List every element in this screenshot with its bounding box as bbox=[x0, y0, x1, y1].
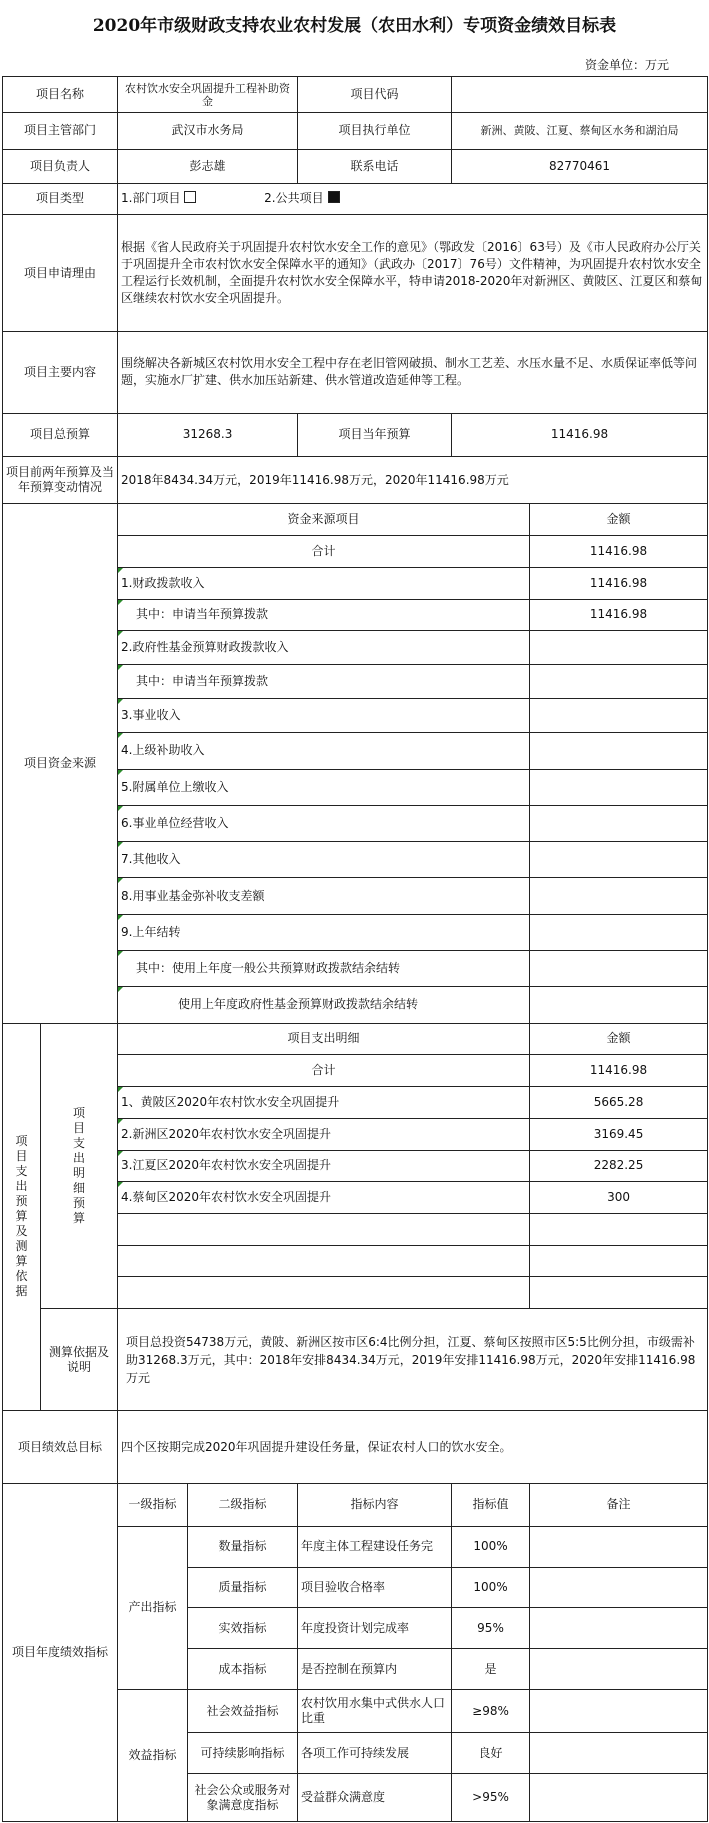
project-code-value bbox=[452, 77, 708, 113]
indicator-note bbox=[530, 1690, 708, 1733]
expense-amount: 3169.45 bbox=[530, 1118, 708, 1150]
page-title: 2020年市级财政支持农业农村发展（农田水利）专项资金绩效目标表 bbox=[92, 15, 617, 36]
expense-empty-cell bbox=[118, 1245, 530, 1277]
budget-change-text: 2018年8434.34万元，2019年11416.98万元，2020年11416.98万元 bbox=[118, 456, 708, 504]
indicator-value: >95% bbox=[452, 1774, 530, 1822]
indicators-header-value: 指标值 bbox=[452, 1483, 530, 1526]
exec-unit-value: 新洲、黄陂、江夏、蔡甸区水务和湖泊局 bbox=[452, 113, 708, 149]
indicator-l2: 可持续影响指标 bbox=[188, 1733, 298, 1774]
expense-empty-cell bbox=[530, 1277, 708, 1309]
unit-note: 资金单位：万元 bbox=[584, 58, 669, 72]
indicator-content: 各项工作可持续发展 bbox=[298, 1733, 452, 1774]
expense-inner-label bbox=[41, 1023, 118, 1309]
expense-name: 2.新洲区2020年农村饮水安全巩固提升 bbox=[118, 1118, 530, 1150]
indicators-header-l1: 一级指标 bbox=[118, 1483, 188, 1526]
expense-amount: 5665.28 bbox=[530, 1087, 708, 1119]
type-option-public: 2.公共项目 bbox=[264, 191, 324, 206]
project-name-label: 项目名称 bbox=[3, 77, 118, 113]
indicator-l2: 社会公众或服务对象满意度指标 bbox=[188, 1774, 298, 1822]
checkbox-filled-icon bbox=[328, 191, 340, 203]
expense-amount: 11416.98 bbox=[530, 1055, 708, 1087]
indicator-value: ≥98% bbox=[452, 1690, 530, 1733]
funding-name: 3.事业收入 bbox=[118, 699, 530, 733]
leader-label: 项目负责人 bbox=[3, 149, 118, 183]
leader-value: 彭志雄 bbox=[118, 149, 298, 183]
indicator-value: 100% bbox=[452, 1567, 530, 1608]
dept-label: 项目主管部门 bbox=[3, 113, 118, 149]
funding-amount bbox=[530, 951, 708, 987]
funding-name: 7.其他收入 bbox=[118, 842, 530, 878]
funding-col-amount: 金额 bbox=[530, 504, 708, 536]
funding-name: 1.财政拨款收入 bbox=[118, 567, 530, 599]
budget-change-label: 项目前两年预算及当年预算变动情况 bbox=[3, 456, 118, 504]
funding-col-name: 资金来源项目 bbox=[118, 504, 530, 536]
indicator-l2: 社会效益指标 bbox=[188, 1690, 298, 1733]
funding-name: 其中：使用上年度一般公共预算财政拨款结余结转 bbox=[118, 951, 530, 987]
funding-amount bbox=[530, 878, 708, 914]
expense-empty-cell bbox=[530, 1213, 708, 1245]
basis-label: 测算依据及说明 bbox=[41, 1309, 118, 1411]
project-type-label: 项目类型 bbox=[3, 183, 118, 215]
total-budget-value: 31268.3 bbox=[118, 413, 298, 456]
indicator-content: 受益群众满意度 bbox=[298, 1774, 452, 1822]
expense-col-amount: 金额 bbox=[530, 1023, 708, 1055]
indicator-group-output: 产出指标 bbox=[118, 1526, 188, 1689]
funding-name: 8.用事业基金弥补收支差额 bbox=[118, 878, 530, 914]
expense-name: 1、黄陂区2020年农村饮水安全巩固提升 bbox=[118, 1087, 530, 1119]
indicator-value: 100% bbox=[452, 1526, 530, 1567]
funding-name: 6.事业单位经营收入 bbox=[118, 805, 530, 841]
funding-label: 项目资金来源 bbox=[3, 504, 118, 1023]
indicators-header-content: 指标内容 bbox=[298, 1483, 452, 1526]
indicator-value: 是 bbox=[452, 1649, 530, 1690]
funding-amount bbox=[530, 987, 708, 1023]
total-budget-label: 项目总预算 bbox=[3, 413, 118, 456]
funding-amount: 11416.98 bbox=[530, 536, 708, 568]
funding-amount bbox=[530, 665, 708, 699]
funding-name: 合计 bbox=[118, 536, 530, 568]
project-type-options bbox=[118, 183, 708, 215]
indicator-content: 项目验收合格率 bbox=[298, 1567, 452, 1608]
funding-amount bbox=[530, 769, 708, 805]
project-name-value: 农村饮水安全巩固提升工程补助资金 bbox=[118, 77, 298, 113]
funding-amount bbox=[530, 914, 708, 950]
indicator-note bbox=[530, 1733, 708, 1774]
reason-label: 项目申请理由 bbox=[3, 215, 118, 332]
phone-value: 82770461 bbox=[452, 149, 708, 183]
goal-label: 项目绩效总目标 bbox=[3, 1411, 118, 1484]
indicator-l2: 质量指标 bbox=[188, 1567, 298, 1608]
funding-name: 4.上级补助收入 bbox=[118, 733, 530, 769]
indicators-header-l2: 二级指标 bbox=[188, 1483, 298, 1526]
indicator-content: 年度投资计划完成率 bbox=[298, 1608, 452, 1649]
current-budget-label: 项目当年预算 bbox=[298, 413, 452, 456]
exec-unit-label: 项目执行单位 bbox=[298, 113, 452, 149]
dept-value: 武汉市水务局 bbox=[118, 113, 298, 149]
indicator-l2: 成本指标 bbox=[188, 1649, 298, 1690]
expense-amount: 300 bbox=[530, 1182, 708, 1214]
expense-empty-cell bbox=[530, 1245, 708, 1277]
funding-amount bbox=[530, 842, 708, 878]
expense-name: 4.蔡甸区2020年农村饮水安全巩固提升 bbox=[118, 1182, 530, 1214]
reason-text: 根据《省人民政府关于巩固提升农村饮水安全工作的意见》（鄂政发〔2016〕63号）及《市人民政府办公厅关于巩固提升全市农村饮水安全保障水平的通知》（武政办〔2017〕76号）文件精神，为巩固提升农村饮水安全工程运行长效机制，全面提升农村饮水安全保障水平，特申请2018-2020年对新洲区、黄陂区、江夏区和蔡甸区继续农村饮水安全巩固提升。 bbox=[118, 215, 708, 332]
funding-amount bbox=[530, 631, 708, 665]
funding-amount: 11416.98 bbox=[530, 599, 708, 631]
indicator-note bbox=[530, 1649, 708, 1690]
content-label: 项目主要内容 bbox=[3, 332, 118, 414]
checkbox-empty-icon bbox=[184, 191, 196, 203]
phone-label: 联系电话 bbox=[298, 149, 452, 183]
type-option-dept: 1.部门项目 bbox=[121, 191, 181, 206]
funding-name: 其中：申请当年预算拨款 bbox=[118, 599, 530, 631]
indicator-content: 年度主体工程建设任务完 bbox=[298, 1526, 452, 1567]
content-text: 围绕解决各新城区农村饮用水安全工程中存在老旧管网破损、制水工艺差、水压水量不足、水质保证率低等问题，实施水厂扩建、供水加压站新建、供水管道改造延伸等工程。 bbox=[118, 332, 708, 414]
funding-amount bbox=[530, 805, 708, 841]
indicator-note bbox=[530, 1526, 708, 1567]
funding-name: 使用上年度政府性基金预算财政拨款结余结转 bbox=[118, 987, 530, 1023]
goal-text: 四个区按期完成2020年巩固提升建设任务量，保证农村人口的饮水安全。 bbox=[118, 1411, 708, 1484]
basis-text: 项目总投资54738万元，黄陂、新洲区按市区6:4比例分担，江夏、蔡甸区按照市区5:5比例分担，市级需补助31268.3万元，其中：2018年安排8434.34万元，2019年安排11416.98万元，2020年安排11416.98万元 bbox=[118, 1309, 708, 1411]
indicator-l2: 数量指标 bbox=[188, 1526, 298, 1567]
funding-amount bbox=[530, 699, 708, 733]
expense-outer-text: 项目支出预算及测算依据 bbox=[15, 1134, 28, 1299]
indicators-label: 项目年度绩效指标 bbox=[3, 1483, 118, 1821]
expense-amount: 2282.25 bbox=[530, 1150, 708, 1182]
indicators-header-note: 备注 bbox=[530, 1483, 708, 1526]
indicator-value: 95% bbox=[452, 1608, 530, 1649]
expense-empty-cell bbox=[118, 1213, 530, 1245]
expense-name: 合计 bbox=[118, 1055, 530, 1087]
expense-inner-text: 项目支出明细预算 bbox=[72, 1105, 85, 1225]
funding-amount bbox=[530, 733, 708, 769]
funding-name: 2.政府性基金预算财政拨款收入 bbox=[118, 631, 530, 665]
indicator-l2: 实效指标 bbox=[188, 1608, 298, 1649]
funding-amount: 11416.98 bbox=[530, 567, 708, 599]
indicator-value: 良好 bbox=[452, 1733, 530, 1774]
expense-col-name: 项目支出明细 bbox=[118, 1023, 530, 1055]
funding-name: 其中：申请当年预算拨款 bbox=[118, 665, 530, 699]
funding-name: 5.附属单位上缴收入 bbox=[118, 769, 530, 805]
indicator-content: 是否控制在预算内 bbox=[298, 1649, 452, 1690]
current-budget-value: 11416.98 bbox=[452, 413, 708, 456]
performance-table bbox=[2, 76, 708, 1822]
indicator-note bbox=[530, 1774, 708, 1822]
indicator-note bbox=[530, 1608, 708, 1649]
indicator-group-benefit: 效益指标 bbox=[118, 1690, 188, 1822]
indicator-note bbox=[530, 1567, 708, 1608]
expense-outer-label bbox=[3, 1023, 41, 1411]
funding-name: 9.上年结转 bbox=[118, 914, 530, 950]
expense-empty-cell bbox=[118, 1277, 530, 1309]
project-code-label: 项目代码 bbox=[298, 77, 452, 113]
indicator-content: 农村饮用水集中式供水人口比重 bbox=[298, 1690, 452, 1733]
expense-name: 3.江夏区2020年农村饮水安全巩固提升 bbox=[118, 1150, 530, 1182]
